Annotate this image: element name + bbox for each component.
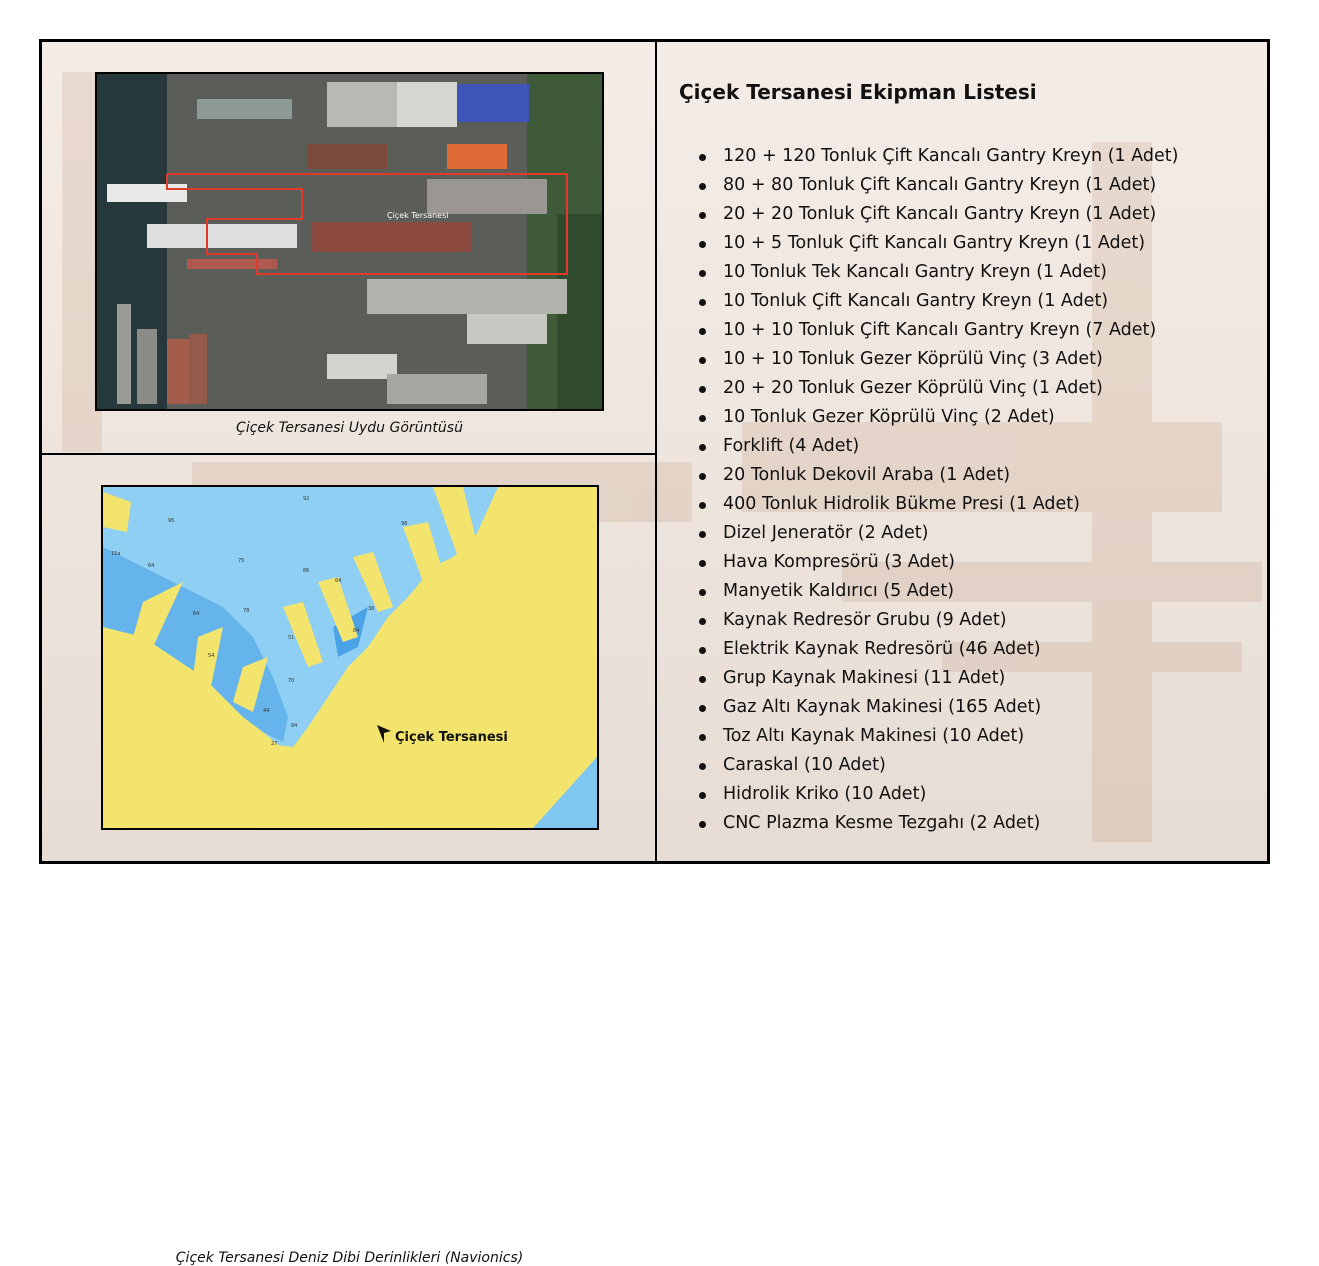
depth-label: 51 bbox=[288, 635, 295, 641]
depth-label: 54 bbox=[208, 653, 215, 659]
satellite-image bbox=[95, 72, 604, 411]
depth-label: 70 bbox=[288, 678, 295, 684]
equipment-item: Kaynak Redresör Grubu (9 Adet) bbox=[680, 606, 1178, 635]
nautical-chart-caption: Çiçek Tersanesi Deniz Dibi Derinlikleri (Navionics) bbox=[175, 1250, 524, 1266]
depth-label: 92 bbox=[303, 496, 310, 502]
equipment-item: Forklift (4 Adet) bbox=[680, 432, 1178, 461]
equipment-item: Hava Kompresörü (3 Adet) bbox=[680, 548, 1178, 577]
equipment-item: CNC Plazma Kesme Tezgahı (2 Adet) bbox=[680, 809, 1178, 838]
equipment-item: 10 + 5 Tonluk Çift Kancalı Gantry Kreyn (1 Adet) bbox=[680, 229, 1178, 258]
equipment-item: 400 Tonluk Hidrolik Bükme Presi (1 Adet) bbox=[680, 490, 1178, 519]
equipment-list-title: Çiçek Tersanesi Ekipman Listesi bbox=[679, 80, 1037, 104]
equipment-item: Grup Kaynak Makinesi (11 Adet) bbox=[680, 664, 1178, 693]
satellite-caption: Çiçek Tersanesi Uydu Görüntüsü bbox=[236, 420, 463, 436]
equipment-item: 10 Tonluk Çift Kancalı Gantry Kreyn (1 Adet) bbox=[680, 287, 1178, 316]
equipment-item: 20 + 20 Tonluk Gezer Köprülü Vinç (1 Adet) bbox=[680, 374, 1178, 403]
nautical-chart-graphic bbox=[103, 487, 597, 828]
equipment-item: 20 Tonluk Dekovil Araba (1 Adet) bbox=[680, 461, 1178, 490]
equipment-item: Hidrolik Kriko (10 Adet) bbox=[680, 780, 1178, 809]
depth-label: 95 bbox=[168, 518, 175, 524]
equipment-item: Elektrik Kaynak Redresörü (46 Adet) bbox=[680, 635, 1178, 664]
depth-label: 27 bbox=[271, 741, 278, 747]
satellite-image-graphic bbox=[97, 74, 602, 409]
depth-label: 86 bbox=[303, 568, 310, 574]
equipment-item: Gaz Altı Kaynak Makinesi (165 Adet) bbox=[680, 693, 1178, 722]
satellite-overlay-label: Çiçek Tersanesi bbox=[387, 211, 449, 220]
depth-label: 84 bbox=[291, 723, 298, 729]
depth-label: 38 bbox=[368, 606, 375, 612]
equipment-item: Dizel Jeneratör (2 Adet) bbox=[680, 519, 1178, 548]
satellite-panel bbox=[42, 42, 657, 455]
equipment-item: 20 + 20 Tonluk Çift Kancalı Gantry Kreyn (1 Adet) bbox=[680, 200, 1178, 229]
equipment-item: Toz Altı Kaynak Makinesi (10 Adet) bbox=[680, 722, 1178, 751]
document-sheet bbox=[39, 39, 1270, 1266]
depth-label: 64 bbox=[193, 611, 200, 617]
equipment-list bbox=[680, 142, 1178, 838]
equipment-item: 10 + 10 Tonluk Gezer Köprülü Vinç (3 Adet) bbox=[680, 345, 1178, 374]
equipment-item: 10 Tonluk Gezer Köprülü Vinç (2 Adet) bbox=[680, 403, 1178, 432]
equipment-item: 10 + 10 Tonluk Çift Kancalı Gantry Kreyn (7 Adet) bbox=[680, 316, 1178, 345]
depth-label: 75 bbox=[238, 558, 245, 564]
equipment-item: 80 + 80 Tonluk Çift Kancalı Gantry Kreyn (1 Adet) bbox=[680, 171, 1178, 200]
depth-label: 64 bbox=[335, 578, 342, 584]
equipment-item: 10 Tonluk Tek Kancalı Gantry Kreyn (1 Adet) bbox=[680, 258, 1178, 287]
depth-label: 44 bbox=[263, 708, 270, 714]
nautical-chart-location-label: Çiçek Tersanesi bbox=[395, 730, 508, 745]
depth-label: 78 bbox=[243, 608, 250, 614]
depth-label: 98 bbox=[401, 521, 408, 527]
equipment-item: 120 + 120 Tonluk Çift Kancalı Gantry Kreyn (1 Adet) bbox=[680, 142, 1178, 171]
depth-label: 64 bbox=[148, 563, 155, 569]
equipment-item: Manyetik Kaldırıcı (5 Adet) bbox=[680, 577, 1178, 606]
depth-label: 15a bbox=[111, 551, 121, 557]
nautical-chart-image bbox=[101, 485, 599, 830]
equipment-item: Caraskal (10 Adet) bbox=[680, 751, 1178, 780]
depth-label: 84 bbox=[353, 628, 360, 634]
